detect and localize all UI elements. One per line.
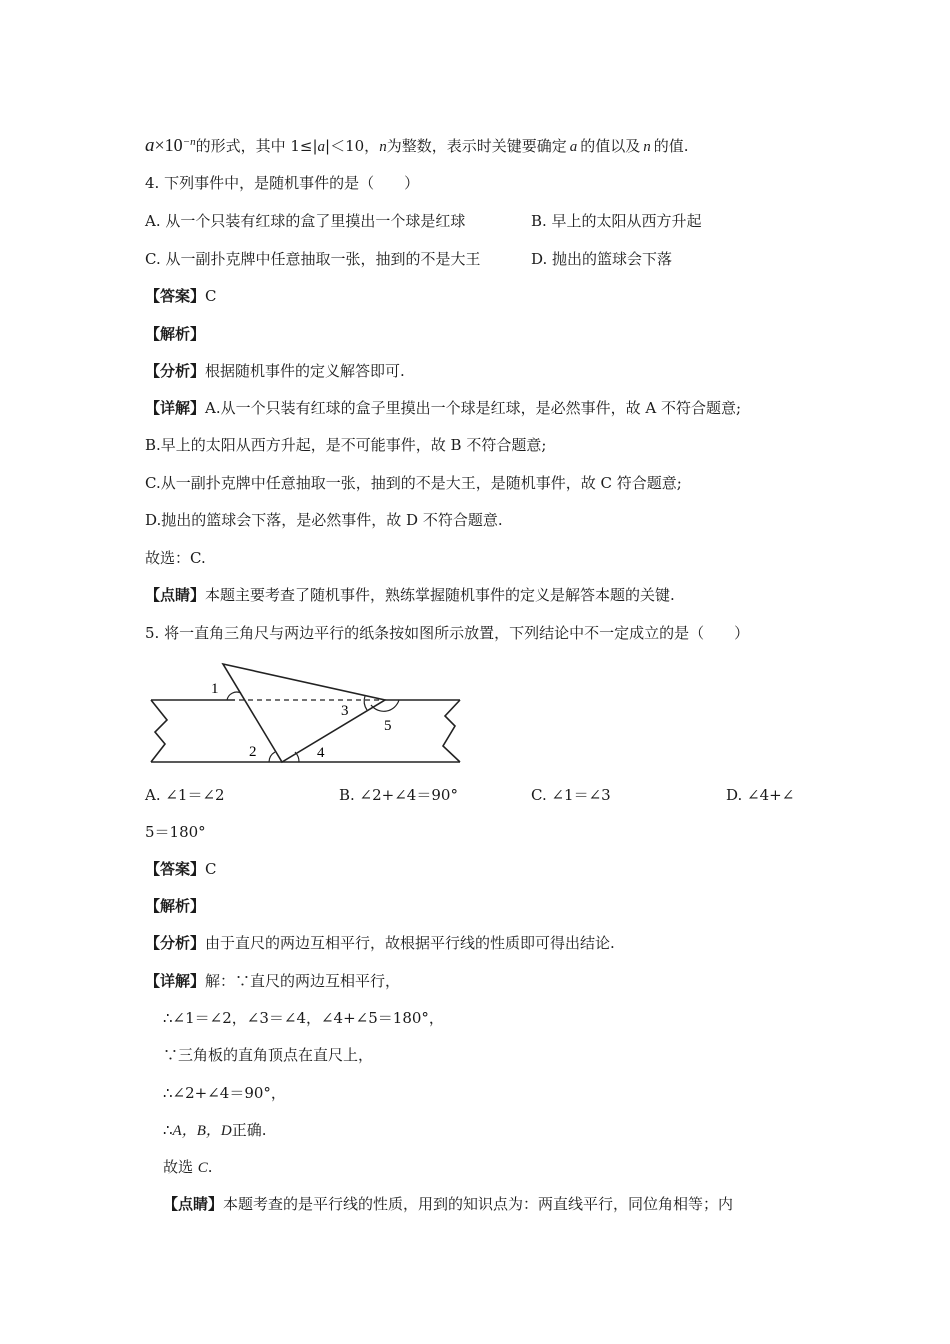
intro-text-3: 为整数，表示时关键要确定 bbox=[386, 137, 567, 155]
angle-arc-2 bbox=[269, 752, 275, 762]
q4-fenxi bbox=[145, 361, 405, 381]
intro-text-5: 的值. bbox=[653, 137, 689, 155]
choose-end: . bbox=[207, 1158, 213, 1176]
var-n: n bbox=[379, 139, 387, 155]
q4-option-b: B. 早上的太阳从西方升起 bbox=[531, 212, 702, 230]
q4-detail-2: B.早上的太阳从西方升起，是不可能事件，故 B 不符合题意; bbox=[145, 436, 547, 454]
q4-analysis-tag: 【解析】 bbox=[145, 325, 206, 343]
intro-text-1: 的形式，其中 1≤| bbox=[195, 137, 318, 155]
xiangjie-tag: 【详解】 bbox=[145, 972, 206, 990]
q4-choose: 故选：C. bbox=[145, 549, 206, 567]
xiangjie-tag: 【详解】 bbox=[145, 399, 206, 417]
var-n-2: n bbox=[643, 139, 651, 155]
q5-fenxi bbox=[145, 933, 615, 953]
fenxi-text: 由于直尺的两边互相平行，故根据平行线的性质即可得出结论. bbox=[205, 934, 615, 952]
q4-detail-4: D.抛出的篮球会下落，是必然事件，故 D 不符合题意. bbox=[145, 511, 503, 529]
angle-arc-3 bbox=[364, 696, 367, 710]
choose-option: C bbox=[197, 1160, 208, 1176]
intro-text-4: 的值以及 bbox=[580, 137, 641, 155]
q4-option-a: A. 从一个只装有红球的盒了里摸出一个球是红球 bbox=[145, 212, 466, 230]
angle-label-3: 3 bbox=[341, 703, 349, 719]
intro-text-2: |＜10， bbox=[325, 137, 380, 155]
detail-text: A.从一个只装有红球的盒子里摸出一个球是红球，是必然事件，故 A 不符合题意; bbox=[205, 399, 742, 417]
q5-option-c: C. ∠1＝∠3 bbox=[531, 786, 611, 804]
fenxi-tag: 【分析】 bbox=[145, 362, 206, 380]
step-4-text: 正确. bbox=[231, 1121, 267, 1139]
angle-arc-4 bbox=[295, 752, 299, 762]
q4-stem: 4. 下列事件中，是随机事件的是（ ） bbox=[145, 174, 420, 192]
q5-option-d: D. ∠4+∠ bbox=[726, 786, 795, 804]
fenxi-tag: 【分析】 bbox=[145, 934, 206, 952]
q5-step-3: ∴∠2+∠4＝90°， bbox=[163, 1084, 286, 1102]
correct-options: A，B，D bbox=[172, 1123, 232, 1139]
q5-analysis-tag: 【解析】 bbox=[145, 897, 206, 915]
q4-dianjing bbox=[145, 585, 675, 605]
q5-figure bbox=[147, 656, 467, 768]
angle-label-2: 2 bbox=[249, 744, 257, 760]
q5-step-5 bbox=[163, 1157, 213, 1178]
q5-stem: 5. 将一直角三角尺与两边平行的纸条按如图所示放置，下列结论中不一定成立的是（ ） bbox=[145, 624, 750, 642]
exponent: −n bbox=[182, 136, 196, 148]
angle-label-5: 5 bbox=[384, 718, 392, 734]
dianjing-tag: 【点睛】 bbox=[163, 1195, 224, 1213]
q5-option-a: A. ∠1＝∠2 bbox=[145, 786, 225, 804]
q5-step-1: ∴∠1＝∠2，∠3＝∠4，∠4+∠5＝180°， bbox=[163, 1009, 444, 1027]
left-zigzag bbox=[151, 700, 167, 762]
q4-detail-1 bbox=[145, 398, 741, 418]
q5-step-4 bbox=[163, 1120, 267, 1141]
q4-detail-3: C.从一副扑克牌中任意抽取一张，抽到的不是大王，是随机事件，故 C 符合题意; bbox=[145, 474, 682, 492]
answer-value: C bbox=[205, 287, 217, 305]
q5-option-b: B. ∠2+∠4＝90° bbox=[339, 786, 458, 804]
answer-tag: 【答案】 bbox=[145, 860, 206, 878]
therefore: ∴ bbox=[163, 1121, 173, 1139]
dianjing-text: 本题主要考查了随机事件，熟练掌握随机事件的定义是解答本题的关键. bbox=[205, 586, 675, 604]
answer-value: C bbox=[205, 860, 217, 878]
q4-option-d: D. 抛出的篮球会下落 bbox=[531, 250, 673, 268]
var-a-3: a bbox=[569, 139, 578, 155]
q5-dianjing bbox=[163, 1194, 733, 1214]
answer-tag: 【答案】 bbox=[145, 287, 206, 305]
var-a: a bbox=[145, 135, 155, 156]
dianjing-text: 本题考查的是平行线的性质，用到的知识点为：两直线平行，同位角相等；内 bbox=[223, 1195, 734, 1213]
fenxi-text: 根据随机事件的定义解答即可. bbox=[205, 362, 405, 380]
angle-label-4: 4 bbox=[317, 745, 325, 761]
times-ten: ×10 bbox=[154, 135, 183, 155]
angle-arc-1 bbox=[227, 692, 241, 700]
dianjing-tag: 【点睛】 bbox=[145, 586, 206, 604]
q5-step-2: ∵三角板的直角顶点在直尺上， bbox=[163, 1046, 374, 1064]
choose-text: 故选 bbox=[163, 1158, 198, 1176]
intro-line bbox=[145, 132, 689, 157]
q5-option-d-cont: 5＝180° bbox=[145, 823, 206, 841]
detail-text: 解：∵直尺的两边互相平行， bbox=[205, 972, 401, 990]
set-square bbox=[223, 664, 385, 762]
q5-detail bbox=[145, 971, 400, 991]
q4-answer bbox=[145, 286, 217, 306]
angle-label-1: 1 bbox=[211, 681, 219, 697]
var-a-2: a bbox=[317, 139, 326, 155]
q5-answer bbox=[145, 859, 217, 879]
q4-option-c: C. 从一副扑克牌中任意抽取一张，抽到的不是大王 bbox=[145, 250, 481, 268]
right-zigzag bbox=[443, 700, 460, 762]
